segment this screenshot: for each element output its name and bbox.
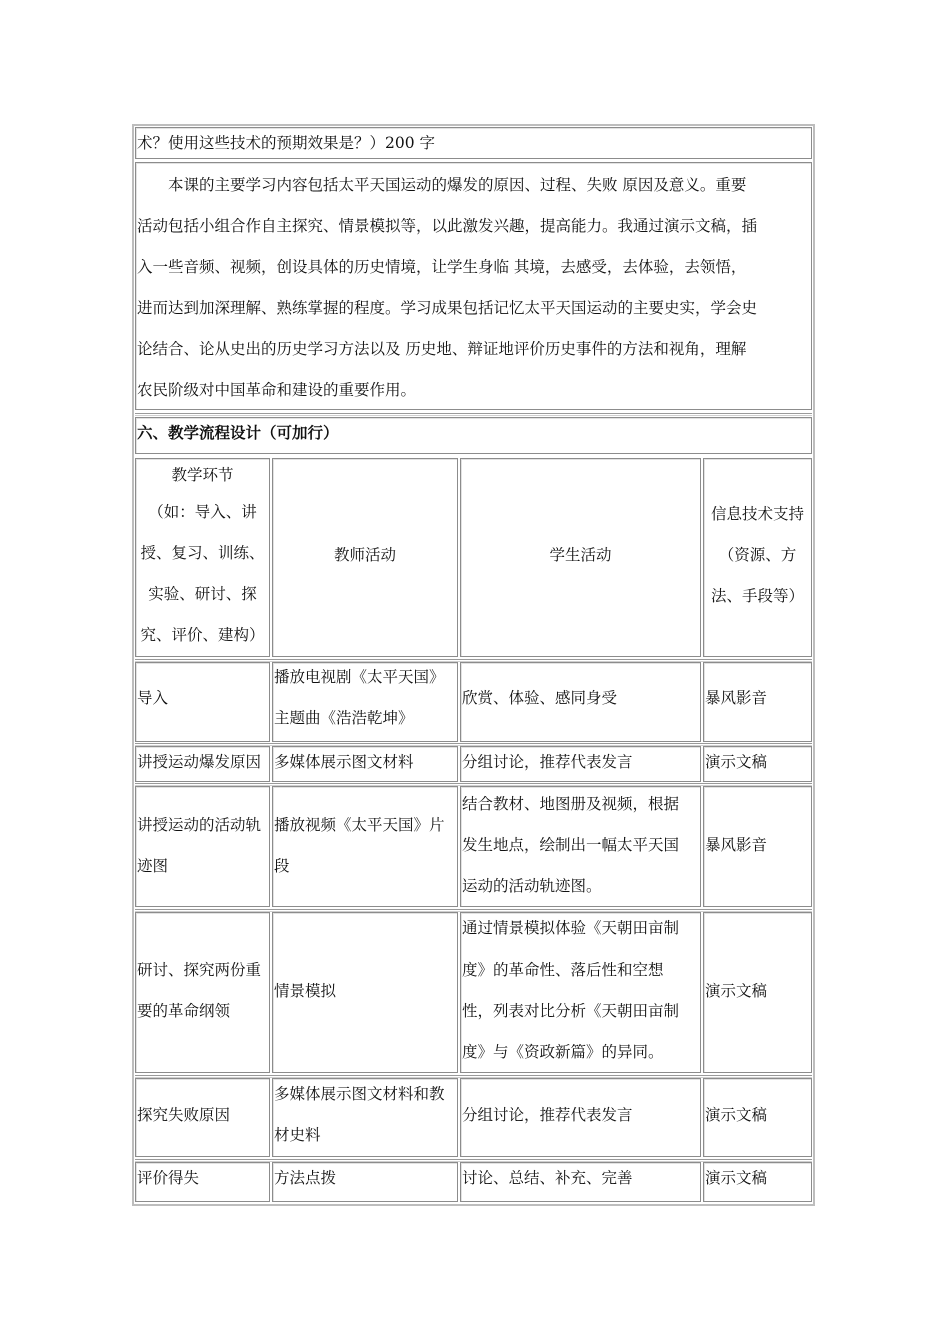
student-text: 结合教材、地图册及视频，根据 bbox=[462, 795, 680, 813]
stage-text: 讲授运动爆发原因 bbox=[137, 753, 262, 771]
para-line: 入一些音频、视频，创设具体的历史情境，让学生身临 其境，去感受，去体验，去领悟， bbox=[137, 258, 747, 276]
student-text: 分组讨论，推荐代表发言 bbox=[462, 753, 633, 771]
teacher-text: 段 bbox=[274, 857, 290, 875]
student-text: 性，列表对比分析《天朝田亩制 bbox=[462, 1002, 680, 1020]
student-text: 分组讨论，推荐代表发言 bbox=[462, 1106, 633, 1124]
header-stage-line: 实验、研讨、探 bbox=[148, 585, 257, 603]
table-cell bbox=[135, 912, 270, 1073]
stage-text: 迹图 bbox=[137, 857, 169, 875]
student-text: 讨论、总结、补充、完善 bbox=[462, 1169, 633, 1187]
table-cell bbox=[272, 786, 458, 907]
stage-text: 评价得失 bbox=[137, 1169, 200, 1187]
student-text: 发生地点，绘制出一幅太平天国 bbox=[462, 836, 680, 854]
header-it-line: 法、手段等） bbox=[710, 587, 804, 605]
teacher-text: 播放视频《太平天国》片 bbox=[274, 816, 445, 834]
stage-text: 探究失败原因 bbox=[137, 1106, 231, 1124]
teacher-text: 方法点拨 bbox=[274, 1169, 337, 1187]
stage-text: 讲授运动的活动轨 bbox=[137, 816, 262, 834]
it-text: 演示文稿 bbox=[705, 1169, 768, 1187]
table-cell bbox=[135, 786, 270, 907]
para-line: 本课的主要学习内容包括太平天国运动的爆发的原因、过程、失败 原因及意义。重要 bbox=[168, 176, 747, 194]
header-student: 学生活动 bbox=[549, 546, 612, 564]
teacher-text: 情景模拟 bbox=[274, 982, 337, 1000]
teacher-text: 主题曲《浩浩乾坤》 bbox=[274, 709, 414, 727]
it-text: 暴风影音 bbox=[705, 689, 768, 707]
student-text: 通过情景模拟体验《天朝田亩制 bbox=[462, 919, 680, 937]
student-text: 运动的活动轨迹图。 bbox=[462, 877, 602, 895]
it-text: 演示文稿 bbox=[705, 753, 768, 771]
student-text: 度》的革命性、落后性和空想 bbox=[462, 961, 664, 979]
header-stage-line: 究、评价、建构） bbox=[140, 626, 265, 644]
header-stage-line: （如：导入、讲 bbox=[148, 503, 257, 521]
it-text: 演示文稿 bbox=[705, 1106, 768, 1124]
para-line: 活动包括小组合作自主探究、情景模拟等，以此激发兴趣，提高能力。我通过演示文稿，插 bbox=[137, 217, 758, 235]
teacher-text: 多媒体展示图文材料 bbox=[274, 753, 414, 771]
teacher-text: 播放电视剧《太平天国》 bbox=[274, 668, 445, 686]
header-stage-line: 教学环节 bbox=[171, 466, 234, 484]
teacher-text: 多媒体展示图文材料和教 bbox=[274, 1085, 445, 1103]
para-line: 论结合、论从史出的历史学习方法以及 历史地、辩证地评价历史事件的方法和视角，理解 bbox=[137, 340, 747, 358]
header-stage-line: 授、复习、训练、 bbox=[140, 544, 265, 562]
it-text: 演示文稿 bbox=[705, 982, 768, 1000]
student-text: 欣赏、体验、感同身受 bbox=[462, 689, 618, 707]
question-tail: 术？使用这些技术的预期效果是？）200 字 bbox=[137, 134, 436, 152]
stage-text: 研讨、探究两份重 bbox=[137, 961, 262, 979]
header-it-line: 信息技术支持 bbox=[710, 505, 804, 523]
student-text: 度》与《资政新篇》的异同。 bbox=[462, 1043, 664, 1061]
divider bbox=[135, 413, 812, 416]
header-it-line: （资源、方 bbox=[718, 546, 797, 564]
para-line: 进而达到加深理解、熟练掌握的程度。学习成果包括记忆太平天国运动的主要史实，学会史 bbox=[137, 299, 758, 317]
header-teacher: 教师活动 bbox=[333, 546, 396, 564]
it-text: 暴风影音 bbox=[705, 836, 768, 854]
intro-paragraph-cell bbox=[135, 162, 812, 410]
stage-text: 导入 bbox=[137, 689, 169, 707]
teacher-text: 材史料 bbox=[274, 1126, 321, 1144]
section-heading: 六、教学流程设计（可加行） bbox=[137, 423, 339, 442]
stage-text: 要的革命纲领 bbox=[137, 1002, 231, 1020]
para-line: 农民阶级对中国革命和建设的重要作用。 bbox=[137, 381, 417, 399]
